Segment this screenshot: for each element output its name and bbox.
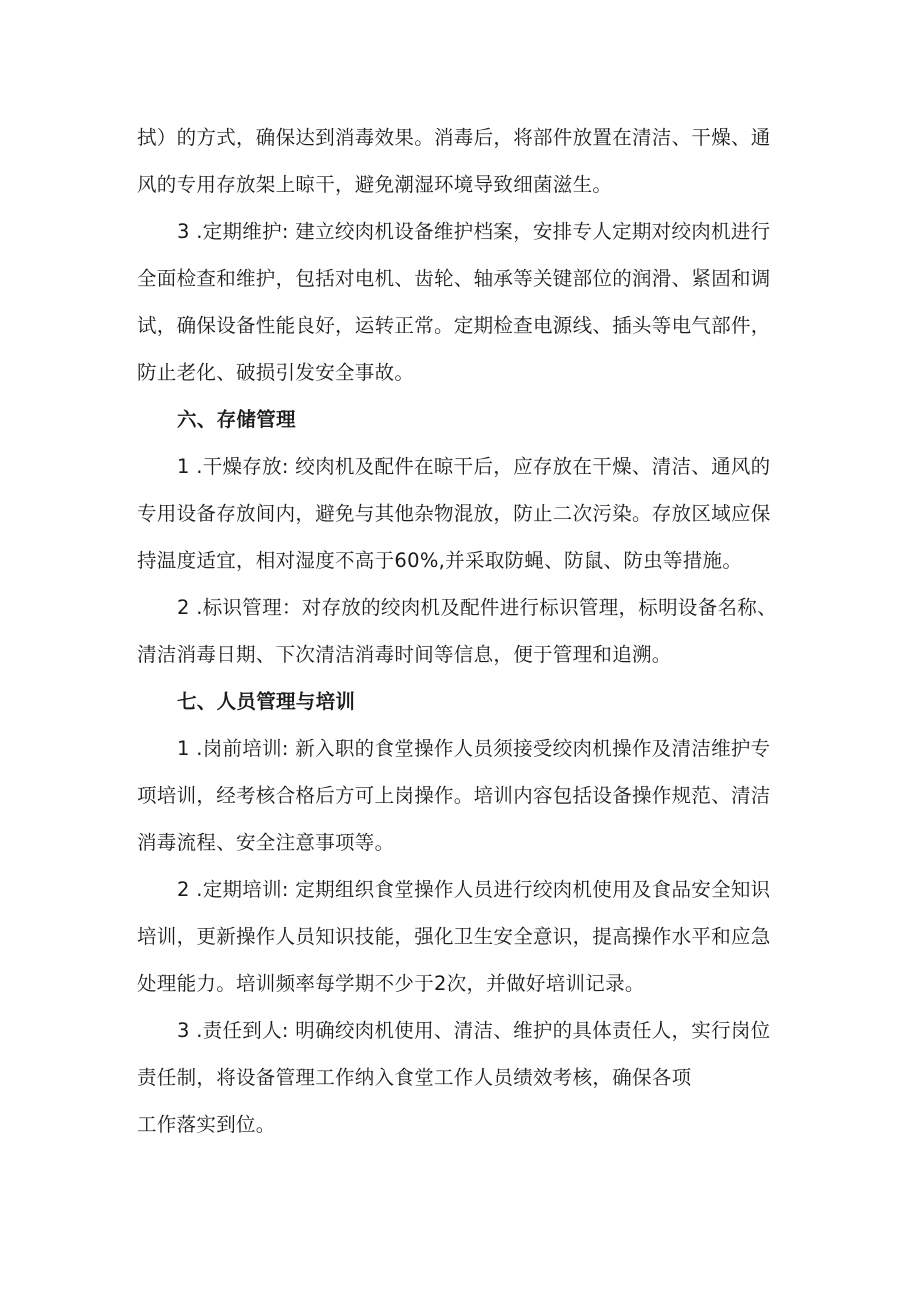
text-line: 持温度适宜，相对湿度不高于60%,并采取防蝇、防鼠、防虫等措施。 [137,549,743,572]
text-line: 拭）的方式，确保达到消毒效果。消毒后，将部件放置在清洁、干燥、通 [137,126,771,149]
document-body [137,114,787,1148]
text-line: 1 .岗前培训: 新入职的食堂操作人员须接受绞肉机操作及清洁维护专 [177,737,771,760]
text-line: 项培训，经考核合格后方可上岗操作。培训内容包括设备操作规范、清洁 [137,784,771,807]
paragraph-responsibility [137,1007,787,1148]
text-line: 处理能力。培训频率每学期不少于2次，并做好培训记录。 [137,972,645,995]
text-line: 消毒流程、安全注意事项等。 [137,831,395,854]
text-line: 全面检查和维护，包括对电机、齿轮、轴承等关键部位的润滑、紧固和调 [137,267,771,290]
text-line: 3 .定期维护: 建立绞肉机设备维护档案，安排专人定期对绞肉机进行 [177,220,771,243]
text-line: 3 .责任到人: 明确绞肉机使用、清洁、维护的具体责任人，实行岗位 [177,1019,771,1042]
text-line: 风的专用存放架上晾干，避免潮湿环境导致细菌滋生。 [137,173,613,196]
text-line: 清洁消毒日期、下次清洁消毒时间等信息，便于管理和追溯。 [137,643,672,666]
section-heading-staff-training: 七、人员管理与培训 [177,690,356,713]
paragraph-regular-maintenance [137,208,787,396]
text-line: 防止老化、破损引发安全事故。 [137,361,415,384]
text-line: 2 .标识管理：对存放的绞肉机及配件进行标识管理，标明设备名称、 [177,596,777,619]
text-line: 2 .定期培训: 定期组织食堂操作人员进行绞肉机使用及食品安全知识 [177,878,771,901]
paragraph-disinfection-cont [137,114,787,208]
text-line: 试，确保设备性能良好，运转正常。定期检查电源线、插头等电气部件， [137,314,771,337]
text-line: 1 .干燥存放: 绞肉机及配件在晾干后，应存放在干燥、清洁、通风的 [177,455,771,478]
text-line: 培训，更新操作人员知识技能，强化卫生安全意识，提高操作水平和应急 [137,925,771,948]
paragraph-regular-training [137,866,787,1007]
text-line: 责任制，将设备管理工作纳入食堂工作人员绩效考核，确保各项 [137,1066,692,1089]
paragraph-pre-job-training [137,725,787,866]
paragraph-labeling [137,584,787,678]
text-line: 工作落实到位。 [137,1113,276,1136]
text-line: 专用设备存放间内，避免与其他杂物混放，防止二次污染。存放区域应保 [137,502,771,525]
section-heading-storage: 六、存储管理 [177,408,296,431]
paragraph-dry-storage [137,443,787,584]
